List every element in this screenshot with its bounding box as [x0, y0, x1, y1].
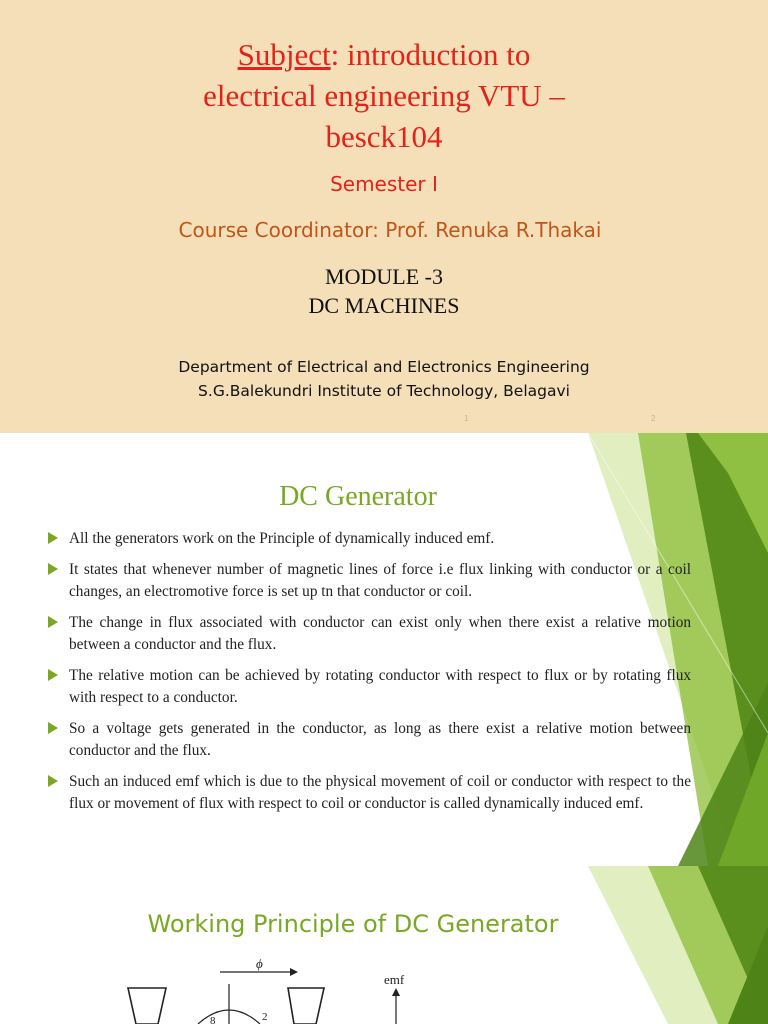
page-number: 1 — [464, 414, 469, 423]
subject-title-part2: electrical engineering VTU – — [203, 78, 565, 113]
svg-text:8: 8 — [210, 1015, 216, 1024]
green-decoration-graphic — [568, 866, 768, 1024]
flux-symbol: ϕ — [256, 956, 263, 971]
content-slide-dc-generator — [0, 433, 768, 866]
list-item: The change in flux associated with conductor can exist only when there exist a relative motion between a conductor and the flux. — [48, 612, 691, 656]
subject-label: Subject — [237, 37, 331, 72]
module-number: MODULE -3 — [325, 264, 443, 289]
content-slide-working-principle — [0, 866, 768, 1024]
triangle-bullet-icon — [48, 722, 58, 734]
list-item: So a voltage gets generated in the conductor, as long as there exist a relative motion between conductor and the flux. — [48, 718, 691, 762]
svg-text:2: 2 — [262, 1011, 268, 1023]
subject-title-part1: : introduction to — [330, 37, 531, 72]
triangle-bullet-icon — [48, 669, 58, 681]
module-topic: DC MACHINES — [308, 293, 460, 318]
triangle-bullet-icon — [48, 532, 58, 544]
slide-title — [0, 34, 768, 157]
list-item: It states that whenever number of magnetic lines of force i.e flux linking with conductor or a coil changes, an electromotive force is set up tn that conductor or coil. — [48, 559, 691, 603]
emf-axis-label: emf — [384, 972, 405, 987]
list-item: All the generators work on the Principle of dynamically induced emf. — [48, 528, 691, 550]
triangle-bullet-icon — [48, 775, 58, 787]
subject-code: besck104 — [325, 119, 443, 154]
dc-generator-diagram — [120, 956, 460, 1024]
title-slide — [0, 0, 768, 433]
department-info — [0, 355, 768, 403]
course-coordinator: Course Coordinator: Prof. Renuka R.Thakai — [178, 218, 602, 242]
slide-title: Working Principle of DC Generator — [147, 910, 559, 938]
slide-title: DC Generator — [279, 481, 437, 512]
department-name: Department of Electrical and Electronics Engineering — [178, 358, 590, 376]
page-number: 2 — [651, 414, 656, 423]
triangle-bullet-icon — [48, 563, 58, 575]
bullet-list — [48, 528, 691, 824]
triangle-bullet-icon — [48, 616, 58, 628]
list-item: Such an induced emf which is due to the physical movement of coil or conductor with respect to the flux or movement of flux with respect to coil or conductor is called dynamically induced emf. — [48, 771, 691, 815]
semester-label: Semester I — [330, 172, 438, 196]
institute-name: S.G.Balekundri Institute of Technology, Belagavi — [198, 382, 570, 400]
module-heading — [0, 262, 768, 320]
list-item: The relative motion can be achieved by rotating conductor with respect to flux or by rotating flux with respect to a conductor. — [48, 665, 691, 709]
